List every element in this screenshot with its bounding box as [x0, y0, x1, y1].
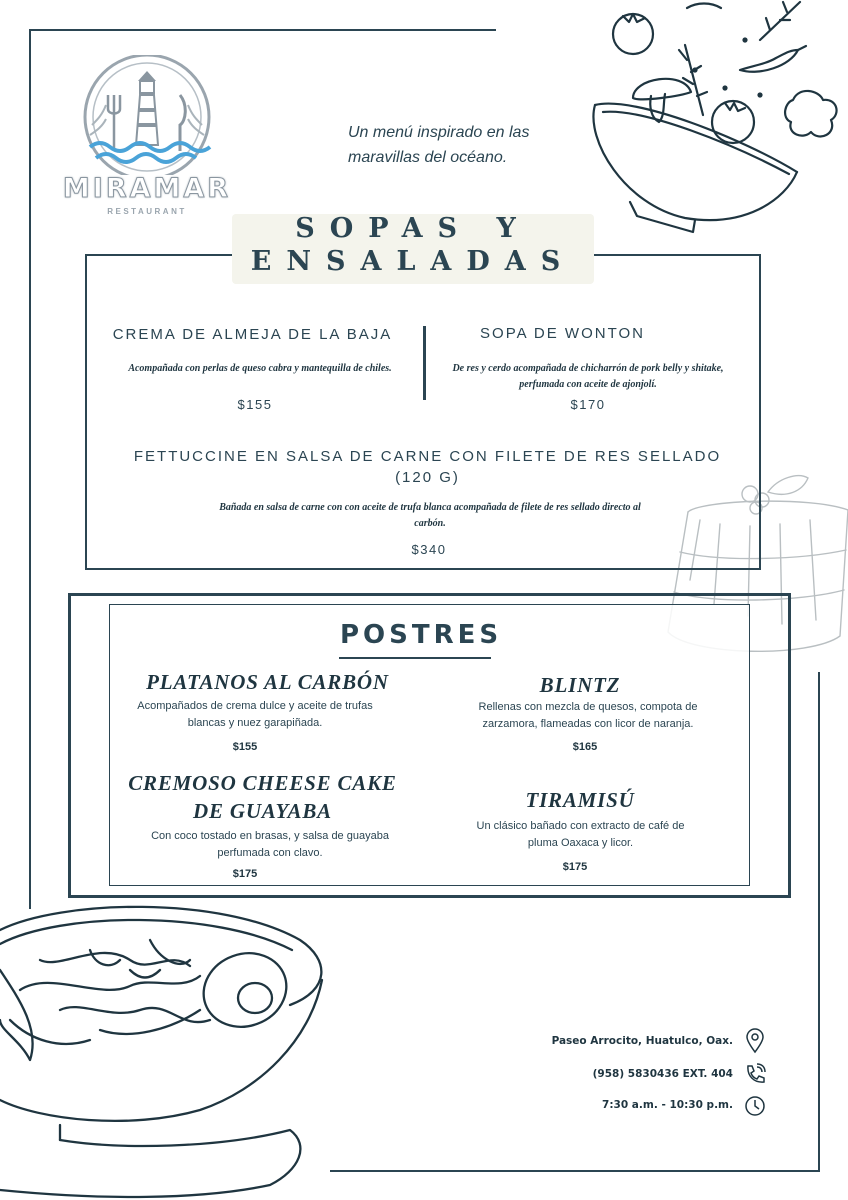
- contact-hours: 7:30 a.m. - 10:30 p.m.: [602, 1099, 733, 1111]
- brand-name: MIRAMAR: [62, 173, 232, 204]
- sopas-item-description: Bañada en salsa de carne con con aceite de trufa blanca acompañada de filete de res sellado directo al carbón.: [219, 502, 641, 529]
- contact-address: Paseo Arrocito, Huatulco, Oax.: [551, 1035, 733, 1047]
- sopas-item-price: $340: [411, 542, 447, 557]
- phone-icon: [744, 1063, 766, 1085]
- brand-subtitle: RESTAURANT: [107, 207, 187, 216]
- postre-item-description: Rellenas con mezcla de quesos, compota de zarzamora, flameadas con licor de naranja.: [478, 701, 698, 730]
- salad-bowl-illustration: [575, 0, 848, 240]
- postre-item-name: TIRAMISÚ: [525, 788, 635, 812]
- postre-item-name: PLATANOS AL CARBÓN: [146, 670, 389, 694]
- frame-line-bottom: [330, 1170, 820, 1172]
- postres-title-underline: [339, 657, 491, 659]
- postre-item-description: Acompañados de crema dulce y aceite de trufas blancas y nuez garapiñada.: [137, 700, 373, 729]
- tagline: Un menú inspirado en las maravillas del océano.: [348, 124, 530, 166]
- postre-item-price: $175: [232, 868, 258, 880]
- postre-item-price: $165: [572, 741, 598, 753]
- postre-item-description: Con coco tostado en brasas, y salsa de guayaba perfumada con clavo.: [151, 830, 389, 859]
- miramar-logo: [62, 55, 232, 220]
- postre-item-name: BLINTZ: [539, 673, 621, 697]
- sopas-item-price: $155: [237, 397, 273, 412]
- contact-phone: (958) 5830436 EXT. 404: [592, 1068, 733, 1080]
- map-pin-icon: [744, 1028, 766, 1050]
- frame-line-right: [818, 672, 820, 1172]
- sopas-item-price: $170: [570, 397, 606, 412]
- bowl-illustration: [0, 900, 330, 1200]
- postre-item-price: $155: [232, 741, 258, 753]
- clock-icon: [744, 1095, 766, 1117]
- sopas-item-description: De res y cerdo acompañada de chicharrón de pork belly y shitake, perfumada con aceite de ajonjolí.: [452, 363, 724, 390]
- sopas-item-name: SOPA DE WONTON: [480, 325, 645, 342]
- postres-section-title: POSTRES: [340, 620, 503, 650]
- sopas-column-divider: [423, 326, 426, 400]
- sopas-section-title: SOPAS Y ENSALADAS: [250, 213, 576, 277]
- sopas-item-description: Acompañada con perlas de queso cabra y mantequilla de chiles.: [128, 363, 392, 374]
- lighthouse-emblem-icon: [62, 55, 232, 175]
- frame-line-top: [30, 29, 496, 31]
- postre-item-description: Un clásico bañado con extracto de café de pluma Oaxaca y licor.: [476, 820, 685, 849]
- frame-line-left: [29, 29, 31, 909]
- postre-item-name: CREMOSO CHEESE CAKE DE GUAYABA: [128, 771, 397, 823]
- sopas-item-name: FETTUCCINE EN SALSA DE CARNE CON FILETE DE RES SELLADO (120 G): [133, 448, 722, 486]
- sopas-item-name: CREMA DE ALMEJA DE LA BAJA: [112, 326, 393, 343]
- postre-item-price: $175: [562, 861, 588, 873]
